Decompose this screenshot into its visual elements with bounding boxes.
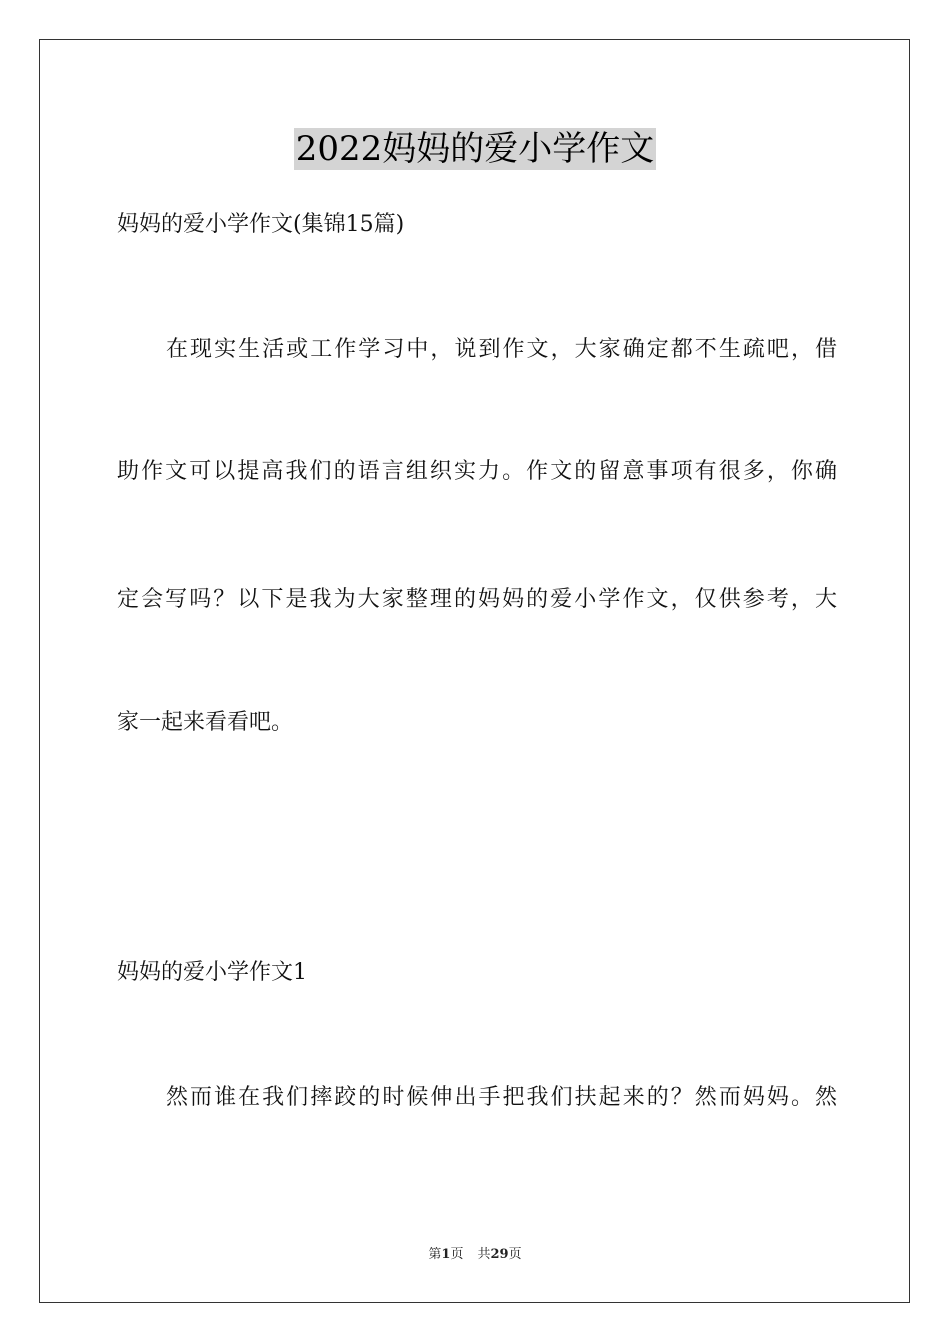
- body-line-1: 然而谁在我们摔跤的时候伸出手把我们扶起来的？然而妈妈。然: [166, 1085, 837, 1110]
- footer-page-prefix: 第: [428, 1247, 442, 1262]
- footer-total-pages: 29: [490, 1247, 509, 1262]
- section-heading: 妈妈的爱小学作文1: [117, 960, 307, 985]
- footer-page-number: 1: [441, 1247, 451, 1262]
- intro-line-4: 家一起来看看吧。: [117, 710, 294, 735]
- intro-line-3: 定会写吗？以下是我为大家整理的妈妈的爱小学作文，仅供参考，大: [117, 587, 837, 612]
- page-footer: [0, 1246, 950, 1264]
- intro-line-1: 在现实生活或工作学习中，说到作文，大家确定都不生疏吧，借: [166, 337, 837, 362]
- footer-page-suffix: 页: [450, 1247, 464, 1262]
- intro-line-2: 助作文可以提高我们的语言组织实力。作文的留意事项有很多，你确: [117, 459, 837, 484]
- document-subtitle: 妈妈的爱小学作文(集锦15篇): [117, 212, 405, 237]
- footer-total-prefix: 共: [477, 1247, 491, 1262]
- title-container: [0, 128, 950, 170]
- document-title: 2022妈妈的爱小学作文: [295, 129, 655, 169]
- footer-total-suffix: 页: [508, 1247, 522, 1262]
